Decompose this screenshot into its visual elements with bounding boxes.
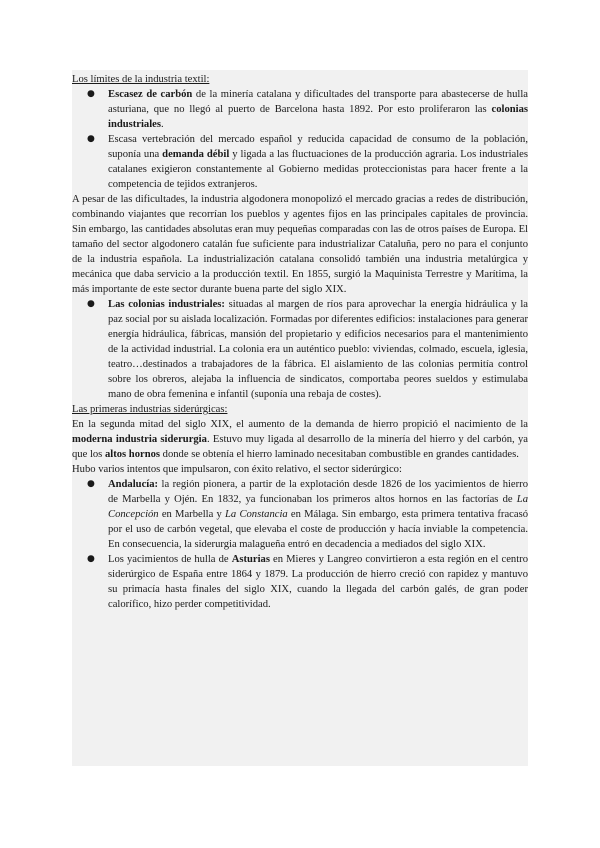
italic-text: La Concepción — [108, 494, 528, 520]
bold-text: altos hornos — [104, 449, 161, 460]
text-span: . Estuvo muy ligada al desarrollo de la minería del hierro y del carbón, ya que los — [72, 434, 529, 460]
text-span: en Marbella y — [158, 509, 226, 520]
siderurgy-regions-list — [72, 477, 528, 612]
document-content — [72, 72, 528, 612]
bold-text: Las colonias industriales: — [108, 299, 225, 310]
list-item-weak-demand — [72, 132, 528, 192]
textile-limits-list — [72, 87, 528, 192]
paragraph-siderurgy-attempts: Hubo varios intentos que impulsaron, con éxito relativo, el sector siderúrgico: — [72, 464, 402, 475]
text-span: donde se obtenía el hierro laminado necesitaban combustible en grandes cantidades. — [160, 449, 519, 460]
list-item-asturias — [72, 552, 528, 612]
text-span: de la minería catalana y dificultades del transporte para abastecerse de hulla asturiana, que no llegó al puerto de Barcelona hasta 1892. Por esto proliferaron las — [108, 89, 528, 115]
list-item-andalucia — [72, 477, 528, 552]
section-heading-textile-limits: Los límites de la industria textil: — [72, 74, 210, 85]
list-item-coal-scarcity — [72, 87, 528, 132]
paragraph-cotton-industry: A pesar de las dificultades, la industria algodonera monopolizó el mercado gracias a redes de distribución, combinando viajantes que recorrían los pueblos y agentes fijos en las principales capitales de provincia. Sin embargo, las cantidades absolutas eran muy pequeñas comparadas con las de otros países de Europa. El tamaño del sector algodonero catalán fue suficiente para industrializar Cataluña, pero no para el conjunto de la industria española. La industrialización catalana consolidó también una industria metalúrgica y mecánica que daba servicio a la producción textil. En 1855, surgió la Maquinista Terrestre y Marítima, la más importante de este sector durante buena parte del siglo XIX. — [72, 194, 528, 295]
text-span: Escasa vertebración del mercado español y reducida capacidad de consumo de la población, suponía una — [108, 134, 528, 160]
text-span: situadas al margen de ríos para aprovechar la energía hidráulica y la paz social por su aislada localización. Formadas por diferentes edificios: instalaciones para generar energía hidráulica, fábricas, mansión del propietario y edificios necesarios para el mantenimiento de la actividad industrial. La colonia era un auténtico pueblo: viviendas, colmado, escuela, iglesia, teatro…destinados a trabajadores de la fábrica. El aislamiento de las colonias permitía control sobre los obreros, alejaba la influencia de sindicatos, comportaba peores sueldos y estimulaba mano de obra femenina e infantil (suponía una rebaja de costes). — [108, 299, 528, 400]
bold-text: Andalucía: — [108, 479, 159, 490]
paragraph-siderurgy-intro — [72, 417, 528, 462]
bold-text: demanda débil — [162, 149, 230, 160]
italic-text: La Constancia — [225, 509, 288, 520]
text-span: en Málaga. Sin embargo, esta primera tentativa fracasó por el uso de carbón vegetal, que elevaba el coste de producción y hacía inviable la competencia. En consecuencia, la siderurgia malagueña entró en decadencia a mediados del siglo XIX. — [108, 509, 528, 550]
colonies-list — [72, 297, 528, 402]
text-span: Los yacimientos de hulla de — [108, 554, 232, 565]
bold-text: Escasez de carbón — [108, 89, 193, 100]
text-span: y ligada a las fluctuaciones de la producción agraria. Los industriales catalanes exigieron constantemente al Gobierno medidas proteccionistas para hacer frente a la competencia de tejidos extranjeros. — [108, 149, 528, 190]
text-span: la región pionera, a partir de la explotación desde 1826 de los yacimientos de hierro de Marbella y Ojén. En 1832, ya funcionaban los primeros altos hornos en las factorías de — [108, 479, 528, 505]
bold-text: moderna industria siderurgia — [72, 434, 207, 445]
text-span: En la segunda mitad del siglo XIX, el aumento de la demanda de hierro propició el nacimiento de la — [72, 419, 528, 430]
section-heading-siderurgy: Las primeras industrias siderúrgicas: — [72, 404, 228, 415]
bold-text: colonias industriales — [108, 104, 528, 130]
bold-text: Asturias — [231, 554, 270, 565]
list-item-industrial-colonies — [72, 297, 528, 402]
text-span: . — [160, 119, 164, 130]
text-span: en Mieres y Langreo convirtieron a esta región en el centro siderúrgico de España entre 1864 y 1879. La producción de hierro creció con rapidez y mantuvo su primacía hasta finales del siglo XIX, cuando la llegada del carbón galés, de gran poder calorífico, hizo perder competitividad. — [108, 554, 528, 610]
